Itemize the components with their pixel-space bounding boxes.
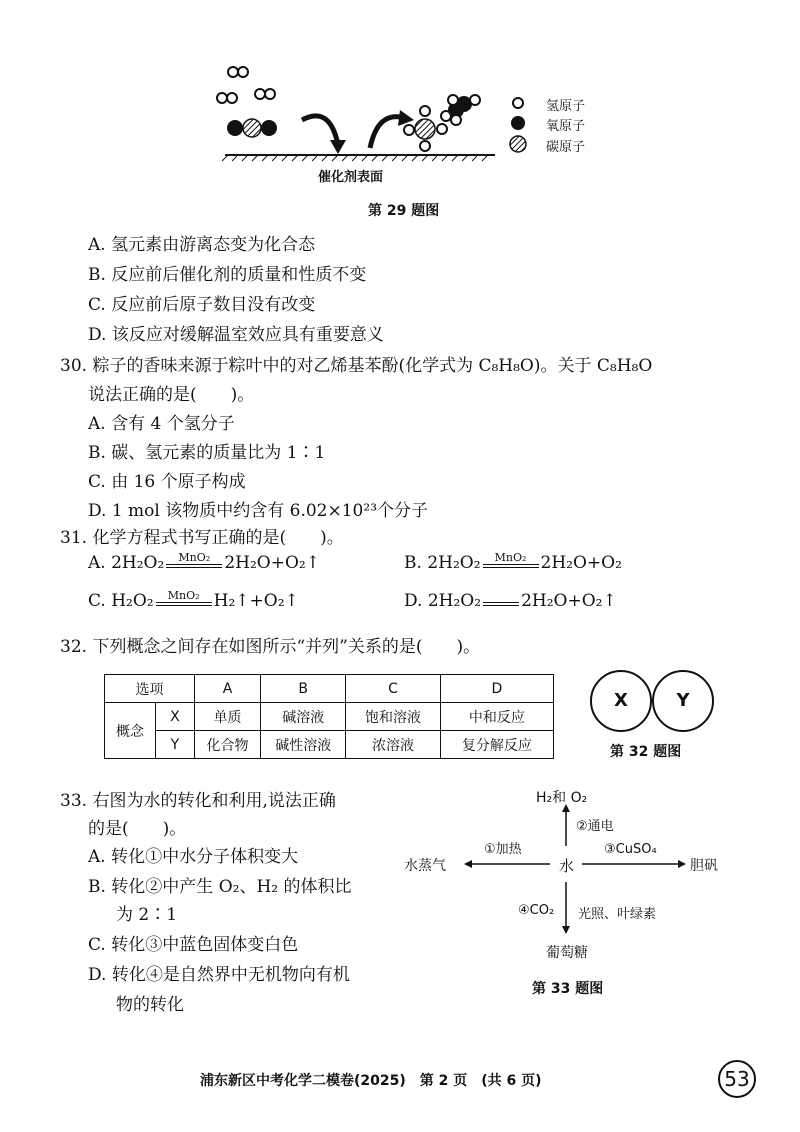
fig29-caption: 第 29 题图 (368, 203, 440, 219)
fig33-arrow2: ②通电 (576, 819, 614, 834)
page-badge (718, 1060, 756, 1098)
q31-a-label: A. (88, 553, 112, 573)
fig33-left: 水蒸气 (404, 858, 446, 874)
q30-stem-line1: 30. 粽子的香味来源于粽叶中的对乙烯基苯酚(化学式为 C₈H₈O)。关于 C₈H₈O (60, 356, 653, 376)
table-cell: 化合物 (194, 731, 260, 759)
fig33-right: 胆矾 (690, 858, 718, 874)
q30-option-b: B. 碳、氢元素的质量比为 1∶1 (88, 443, 326, 463)
q31-b-cond: MnO₂ (494, 551, 527, 564)
q31-a-left: 2H₂O₂ (111, 553, 165, 573)
q33-option-b-cont: 为 2∶1 (116, 905, 178, 925)
q33-option-d: D. 转化④是自然界中无机物向有机 (88, 965, 350, 985)
table-cell: 中和反应 (440, 703, 553, 731)
table-cell: 单质 (194, 703, 260, 731)
q31-a-cond: MnO₂ (178, 551, 211, 564)
q31-option-b (404, 552, 622, 574)
q30-option-a: A. 含有 4 个氢分子 (88, 414, 235, 434)
q31-option-c (88, 590, 299, 612)
q31-d-right: 2H₂O+O₂↑ (521, 591, 617, 611)
q31-d-label: D. (404, 591, 428, 611)
table-cell: X (155, 703, 194, 731)
table-cell: Y (155, 731, 194, 759)
table-header: D (440, 675, 553, 703)
legend-oxygen: 氧原子 (546, 119, 586, 134)
q33-option-d-cont: 物的转化 (116, 995, 184, 1015)
fig33-top: H₂和 O₂ (536, 790, 588, 806)
q29-option-d: D. 该反应对缓解温室效应具有重要意义 (88, 325, 384, 345)
row-label: 概念 (105, 703, 156, 759)
table-cell: 复分解反应 (440, 731, 553, 759)
table-header: B (261, 675, 346, 703)
fig33-arrow3: ③CuSO₄ (604, 842, 657, 857)
q31-c-left: H₂O₂ (111, 591, 154, 611)
q30-option-c: C. 由 16 个原子构成 (88, 472, 246, 492)
surface-label: 催化剂表面 (318, 170, 384, 185)
table-row (105, 703, 554, 731)
circle-y-label: Y (676, 690, 690, 711)
page-badge-number: 53 (724, 1067, 750, 1091)
fig33-center: 水 (559, 857, 575, 875)
q33-stem-line2: 的是( )。 (88, 819, 187, 839)
q33-option-b: B. 转化②中产生 O₂、H₂ 的体积比 (88, 877, 352, 897)
q31-a-equals (164, 552, 224, 574)
q31-c-cond: MnO₂ (167, 589, 200, 602)
table-header: C (346, 675, 440, 703)
q33-stem-line1: 33. 右图为水的转化和利用,说法正确 (60, 791, 336, 811)
table-cell: 浓溶液 (346, 731, 440, 759)
table-cell: 碱性溶液 (261, 731, 346, 759)
fig33-bottom: 葡萄糖 (546, 945, 588, 961)
q33-option-c: C. 转化③中蓝色固体变白色 (88, 935, 299, 955)
table-header-row (105, 675, 554, 703)
q30-option-d: D. 1 mol 该物质中约含有 6.02×10²³个分子 (88, 501, 429, 521)
q32-stem: 32. 下列概念之间存在如图所示“并列”关系的是( )。 (60, 637, 481, 657)
q29-option-a: A. 氢元素由游离态变为化合态 (88, 235, 316, 255)
fig33-arrow4b: 光照、叶绿素 (578, 907, 657, 922)
fig33-arrow4: ④CO₂ (518, 903, 555, 918)
table-cell: 碱溶液 (261, 703, 346, 731)
fig33-arrow1: ①加热 (484, 842, 522, 857)
q31-b-right: 2H₂O+O₂ (540, 553, 622, 573)
q31-b-label: B. (404, 553, 428, 573)
legend-hydrogen: 氢原子 (546, 99, 586, 114)
legend-carbon: 碳原子 (546, 140, 586, 155)
q31-stem: 31. 化学方程式书写正确的是( )。 (60, 528, 344, 548)
q31-a-right: 2H₂O+O₂↑ (224, 553, 320, 573)
circle-x-label: X (614, 690, 628, 711)
table-header: A (194, 675, 260, 703)
fig33-caption: 第 33 题图 (532, 981, 604, 997)
q33-option-a: A. 转化①中水分子体积变大 (88, 847, 299, 867)
q31-c-right: H₂↑+O₂↑ (213, 591, 299, 611)
table-cell: 饱和溶液 (346, 703, 440, 731)
q32-table (104, 674, 554, 759)
table-header: 选项 (105, 675, 195, 703)
q31-d-left: 2H₂O₂ (427, 591, 482, 611)
fig32-caption: 第 32 题图 (610, 744, 682, 760)
q31-c-equals (154, 590, 214, 612)
q31-d-equals (481, 602, 521, 612)
q29-option-b: B. 反应前后催化剂的质量和性质不变 (88, 265, 367, 285)
q31-b-equals (481, 552, 541, 574)
q31-option-a (88, 552, 320, 574)
q30-stem-line2: 说法正确的是( )。 (88, 385, 255, 405)
circle-x (590, 670, 652, 732)
q31-b-left: 2H₂O₂ (427, 553, 481, 573)
circle-y (652, 670, 714, 732)
footer-text: 浦东新区中考化学二模卷(2025) 第 2 页 (共 6 页) (200, 1073, 542, 1089)
q31-option-d (404, 590, 617, 612)
table-row (105, 731, 554, 759)
q31-c-label: C. (88, 591, 112, 611)
q29-option-c: C. 反应前后原子数目没有改变 (88, 295, 316, 315)
